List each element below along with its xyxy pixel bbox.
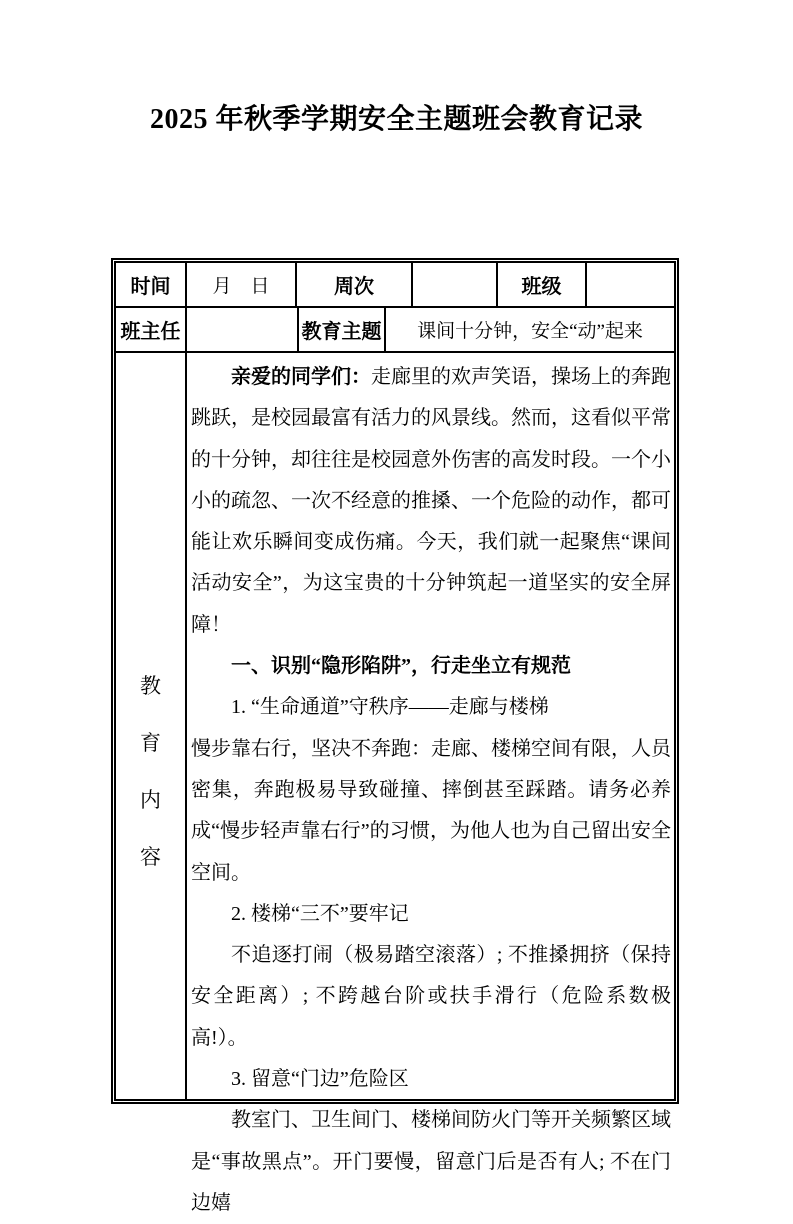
time-label: 时间 bbox=[116, 263, 187, 306]
education-theme-value: 课间十分钟，安全“动”起来 bbox=[417, 321, 643, 342]
week-label: 周次 bbox=[297, 263, 413, 306]
item2-body: 不追逐打闹（极易踏空滚落）; 不推搡拥挤（保持安全距离）; 不跨越台阶或扶手滑行（危险系数极高!）。 bbox=[191, 944, 671, 1049]
education-content-label-char: 内 bbox=[140, 788, 161, 812]
head-teacher-value-field[interactable] bbox=[187, 308, 299, 351]
head-teacher-label: 班主任 bbox=[116, 308, 187, 351]
document-page bbox=[0, 97, 793, 1214]
education-content-label-char: 育 bbox=[140, 731, 161, 755]
time-value-field[interactable]: 月 日 bbox=[187, 263, 297, 306]
class-value-field[interactable] bbox=[587, 263, 674, 306]
record-form-table bbox=[111, 258, 679, 1214]
document-title: 2025 年秋季学期安全主题班会教育记录 bbox=[149, 104, 643, 135]
item1-title: 1. “生命通道”守秩序——走廊与楼梯 bbox=[231, 696, 549, 719]
education-content-body bbox=[187, 353, 674, 1214]
table-row-content bbox=[116, 353, 674, 1214]
item3-body: 教室门、卫生间门、楼梯间防火门等开关频繁区域是“事故黑点”。开门要慢，留意门后是否有人; 不在门边嬉 bbox=[191, 1109, 671, 1214]
intro-text: 走廊里的欢声笑语，操场上的奔跑跳跃，是校园最富有活力的风景线。然而，这看似平常的十分钟，却往往是校园意外伤害的高发时段。一个小小的疏忽、一次不经意的推搡、一个危险的动作，都可能让欢乐瞬间变成伤痛。今天，我们就一起聚焦“课间活动安全”，为这宝贵的十分钟筑起一道坚实的安全屏障！ bbox=[191, 366, 671, 636]
class-label: 班级 bbox=[498, 263, 587, 306]
education-content-label-char: 容 bbox=[140, 845, 161, 869]
table-row-teacher-theme bbox=[116, 308, 674, 353]
intro-paragraph bbox=[191, 357, 671, 646]
item2-title: 2. 楼梯“三不”要牢记 bbox=[231, 902, 409, 925]
week-value-field[interactable] bbox=[413, 263, 498, 306]
item1-body: 慢步靠右行，坚决不奔跑：走廊、楼梯空间有限，人员密集，奔跑极易导致碰撞、摔倒甚至踩踏。请务必养成“慢步轻声靠右行”的习惯，为他人也为自己留出安全空间。 bbox=[191, 737, 671, 884]
item3-title: 3. 留意“门边”危险区 bbox=[231, 1068, 409, 1091]
education-content-label bbox=[116, 353, 187, 1101]
education-content-label-char: 教 bbox=[140, 674, 161, 698]
table-row-time bbox=[116, 263, 674, 308]
section1-heading: 一、识别“隐形陷阱”，行走坐立有规范 bbox=[231, 655, 571, 678]
intro-lead: 亲爱的同学们： bbox=[231, 366, 371, 388]
education-theme-label: 教育主题 bbox=[299, 308, 386, 351]
